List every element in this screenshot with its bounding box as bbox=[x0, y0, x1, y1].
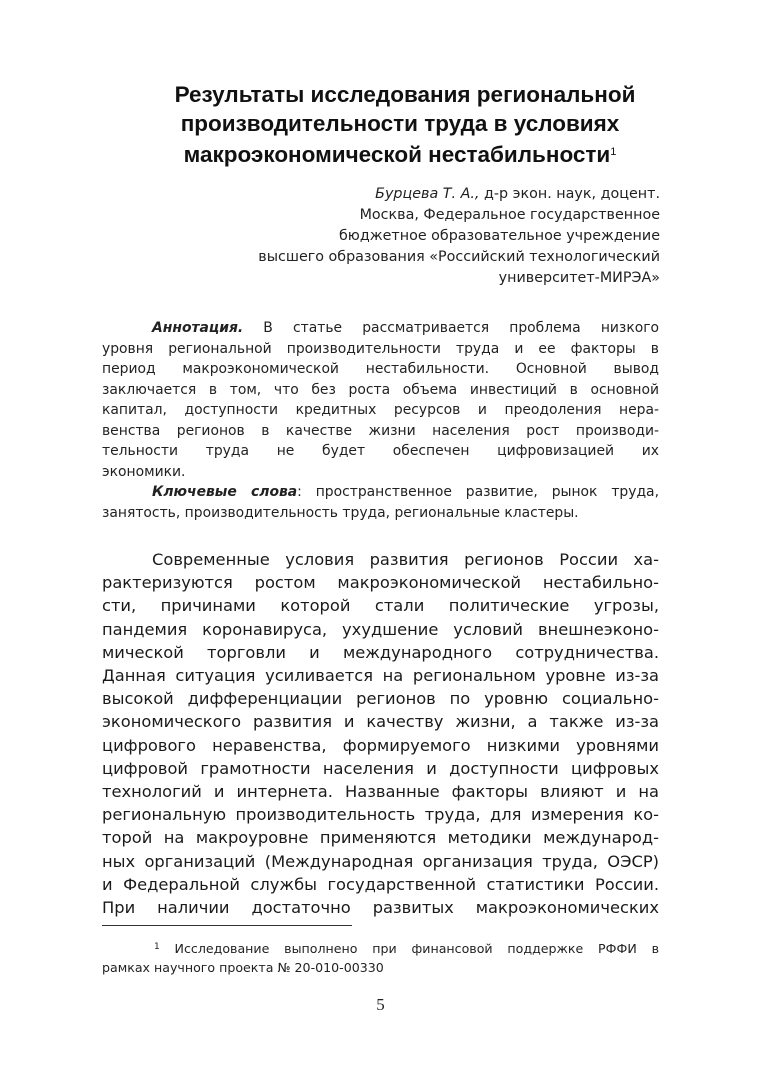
body-line: рактеризуются ростом макроэкономической нестабильно- bbox=[102, 573, 659, 593]
author-block bbox=[180, 184, 660, 289]
body-line: цифрового неравенства, формируемого низкими уровнями bbox=[102, 735, 659, 755]
title-line-text: макроэкономической нестабильности bbox=[183, 142, 611, 167]
body-line: и Федеральной службы государственной статистики России. bbox=[102, 874, 659, 894]
body-line: экономического развития и качеству жизни, а также из-за bbox=[102, 712, 659, 732]
abstract-line: капитал, доступности кредитных ресурсов и преодоления нера- bbox=[102, 402, 659, 418]
keywords-line: занятость, производительность труда, региональные кластеры. bbox=[102, 504, 579, 521]
body-line: пандемия коронавируса, ухудшение условий внешнеэконо- bbox=[102, 619, 659, 639]
abstract-line: заключается в том, что без роста объема инвестиций в основной bbox=[102, 381, 659, 398]
body-line: ных организаций (Международная организация труда, ОЭСР) bbox=[102, 851, 659, 871]
abstract-line: уровня региональной производительности труда и ее факторы в bbox=[102, 340, 659, 357]
body-line: Современные условия развития регионов России ха- bbox=[152, 550, 659, 569]
body-line: Данная ситуация усиливается на региональном уровне из-за bbox=[102, 666, 659, 686]
footnote-line bbox=[102, 938, 659, 958]
footnote bbox=[102, 938, 659, 977]
abstract-line: экономики. bbox=[102, 463, 186, 480]
keywords-text: : пространственное развитие, рынок труда, bbox=[297, 484, 659, 500]
body-line: При наличии достаточно развитых макроэкономических bbox=[102, 898, 659, 918]
abstract-line: период макроэкономической нестабильности. Основной вывод bbox=[102, 361, 659, 377]
affiliation-line: высшего образования «Российский технологический bbox=[258, 249, 660, 265]
author-name: Бурцева Т. А., bbox=[375, 186, 480, 202]
title-line: производительности труда в условиях bbox=[180, 111, 620, 136]
author-line bbox=[180, 184, 660, 205]
page-number: 5 bbox=[376, 995, 385, 1014]
body-line: высокой дифференциации регионов по уровню социально- bbox=[102, 689, 659, 709]
body-line: технологий и интернета. Названные факторы влияют и на bbox=[102, 782, 659, 802]
affiliation-line: университет-МИРЭА» bbox=[498, 270, 660, 286]
author-degree: д-р экон. наук, доцент. bbox=[479, 186, 660, 202]
body-text bbox=[102, 548, 659, 919]
affiliation-line: бюджетное образовательное учреждение bbox=[338, 228, 660, 244]
affiliation-line: Москва, Федеральное государственное bbox=[359, 207, 660, 223]
abstract-block bbox=[102, 318, 659, 523]
title-footnote-mark: 1 bbox=[610, 146, 617, 158]
keywords-label: Ключевые слова bbox=[152, 484, 298, 500]
abstract-text: В статье рассматривается проблема низкого bbox=[243, 320, 659, 336]
body-line: торой на макроуровне применяются методики международ- bbox=[102, 828, 659, 848]
body-line: цифровой грамотности населения и доступности цифровых bbox=[102, 758, 659, 778]
footnote-text: Исследование выполнено при финансовой поддержке РФФИ в bbox=[159, 941, 659, 956]
abstract-line: тельности труда не будет обеспечен цифровизацией их bbox=[102, 443, 659, 459]
keywords-line bbox=[102, 482, 659, 503]
title-line bbox=[140, 138, 660, 169]
body-line: региональную производительность труда, для измерения ко- bbox=[102, 805, 659, 825]
title-line: Результаты исследования региональной bbox=[174, 82, 636, 107]
abstract-label: Аннотация. bbox=[152, 320, 244, 336]
footnote-mark: 1 bbox=[154, 942, 160, 952]
body-line: мической торговли и международного сотрудничества. bbox=[102, 642, 659, 662]
abstract-line: венства регионов в качестве жизни населения рост производи- bbox=[102, 422, 659, 439]
abstract-line bbox=[102, 318, 659, 339]
body-line: сти, причинами которой стали политические угрозы, bbox=[102, 596, 659, 616]
footnote-line: рамках научного проекта № 20-010-00330 bbox=[102, 960, 384, 975]
footnote-divider bbox=[102, 925, 352, 926]
paper-title bbox=[140, 80, 660, 169]
